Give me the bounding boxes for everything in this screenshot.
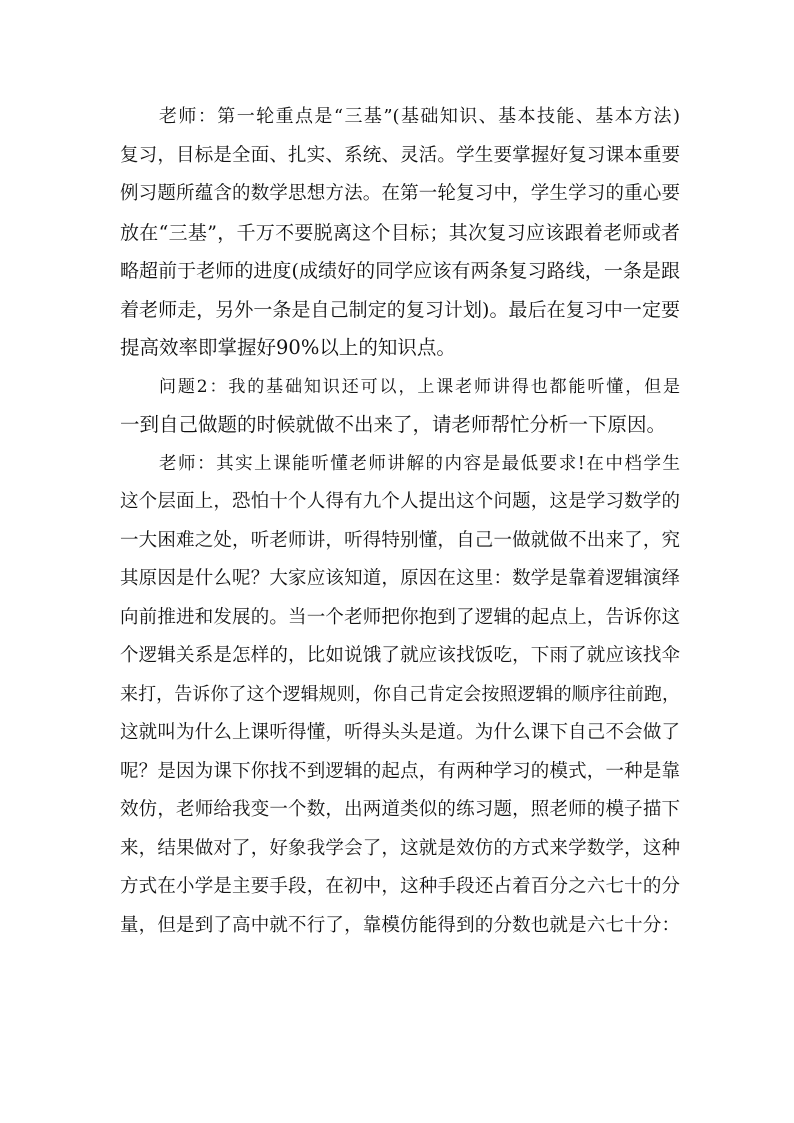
text-line: 其原因是什么呢？大家应该知道，原因在这里：数学是靠着逻辑演绎: [120, 568, 680, 589]
text-line: 来，结果做对了，好象我学会了，这就是效仿的方式来学数学，这种: [120, 837, 680, 859]
text-line: 个逻辑关系是怎样的，比如说饿了就应该找饭吃，下雨了就应该找伞: [120, 645, 680, 666]
text-line: 复习，目标是全面、扎实、系统、灵活。学生要掌握好复习课本重要: [120, 144, 680, 166]
text-line: 向前推进和发展的。当一个老师把你抱到了逻辑的起点上，告诉你这: [120, 606, 680, 628]
text-line: 呢？是因为课下你找不到逻辑的起点，有两种学习的模式，一种是靠: [120, 760, 680, 782]
text-line: 老师：其实上课能听懂老师讲解的内容是最低要求!在中档学生: [159, 453, 680, 474]
text-line: 效仿，老师给我变一个数，出两道类似的练习题，照老师的模子描下: [120, 799, 680, 820]
text-line: 这个层面上，恐怕十个人得有九个人提出这个问题，这是学习数学的: [120, 491, 680, 512]
paragraph-teacher-answer-2: [120, 445, 680, 946]
paragraph-question-2: [120, 368, 680, 445]
text-line: 略超前于老师的进度(成绩好的同学应该有两条复习路线，一条是跟: [120, 260, 680, 282]
text-line: 一到自己做题的时候就做不出来了，请老师帮忙分析一下原因。: [120, 413, 667, 436]
text-line: 着老师走，另外一条是自己制定的复习计划)。最后在复习中一定要: [120, 298, 680, 321]
text-line: 来打，告诉你了这个逻辑规则，你自己肯定会按照逻辑的顺序往前跑，: [120, 683, 680, 705]
document-body: [120, 98, 680, 945]
text-line: 量，但是到了高中就不行了，靠模仿能得到的分数也就是六七十分：: [120, 914, 680, 936]
text-line: 放在“三基”，千万不要脱离这个目标；其次复习应该跟着老师或者: [120, 221, 680, 244]
text-line: 老师：第一轮重点是“三基”(基础知识、基本技能、基本方法): [159, 106, 680, 127]
paragraph-teacher-answer-1: [120, 98, 680, 368]
text-line: 一大困难之处，听老师讲，听得特别懂，自己一做就做不出来了，究: [120, 529, 680, 551]
text-line: 提高效率即掌握好90%以上的知识点。: [120, 336, 456, 359]
text-line: 这就叫为什么上课听得懂，听得头头是道。为什么课下自己不会做了: [120, 722, 680, 743]
text-line: 方式在小学是主要手段，在初中，这种手段还占着百分之六七十的分: [120, 876, 680, 897]
text-line: 例习题所蕴含的数学思想方法。在第一轮复习中，学生学习的重心要: [120, 183, 680, 204]
text-line: 问题2：我的基础知识还可以，上课老师讲得也都能听懂，但是: [159, 376, 680, 397]
